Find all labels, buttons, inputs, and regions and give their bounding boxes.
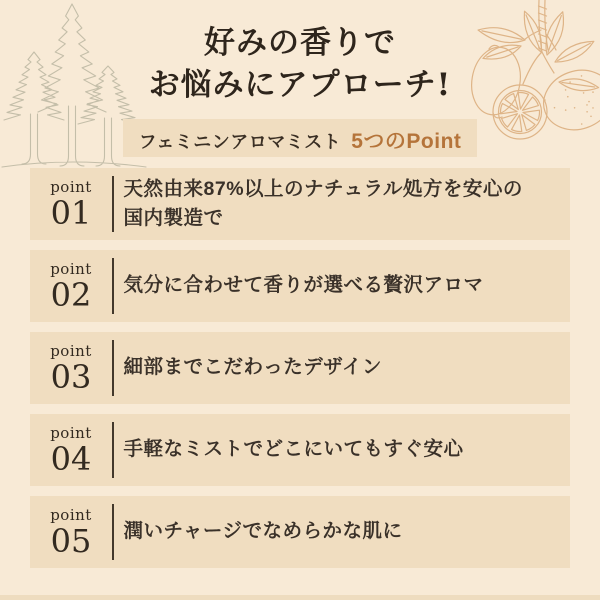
point-label: point: [50, 423, 92, 442]
header: [0, 0, 600, 157]
point-label: point: [50, 177, 92, 196]
point-label: point: [50, 259, 92, 278]
point-card-03: [30, 332, 570, 404]
point-number: 01: [50, 193, 92, 232]
point-number: 05: [50, 521, 92, 560]
point-text: 手軽なミストでどこにいてもすぐ安心: [123, 438, 464, 461]
point-label: point: [50, 505, 92, 524]
point-badge: [30, 423, 112, 478]
point-badge: [30, 177, 112, 232]
point-text: 細部までこだわったデザイン: [123, 356, 382, 379]
point-text: 気分に合わせて香りが選べる贅沢アロマ: [123, 274, 484, 297]
point-number: 02: [50, 275, 92, 314]
title-line-2: お悩みにアプローチ!: [148, 67, 452, 104]
bottom-edge-strip: [0, 595, 600, 600]
point-text: 天然由来87%以上のナチュラル処方を安心の国内製造で: [123, 177, 523, 229]
product-banner: [123, 119, 478, 157]
product-name: フェミニンアロマミスト: [138, 132, 342, 153]
point-badge: [30, 259, 112, 314]
point-card-05: [30, 496, 570, 568]
point-badge: [30, 341, 112, 396]
point-card-04: [30, 414, 570, 486]
point-card-01: [30, 168, 570, 240]
point-label: point: [50, 341, 92, 360]
points-list: [30, 168, 570, 568]
point-badge: [30, 505, 112, 560]
title-line-1: 好みの香りで: [204, 25, 396, 61]
page-title: [0, 22, 600, 106]
point-number: 04: [50, 439, 92, 478]
point-text: 潤いチャージでなめらかな肌に: [123, 520, 403, 543]
point-card-02: [30, 250, 570, 322]
point-number: 03: [50, 357, 92, 396]
banner-highlight: 5つのPoint: [351, 130, 462, 154]
